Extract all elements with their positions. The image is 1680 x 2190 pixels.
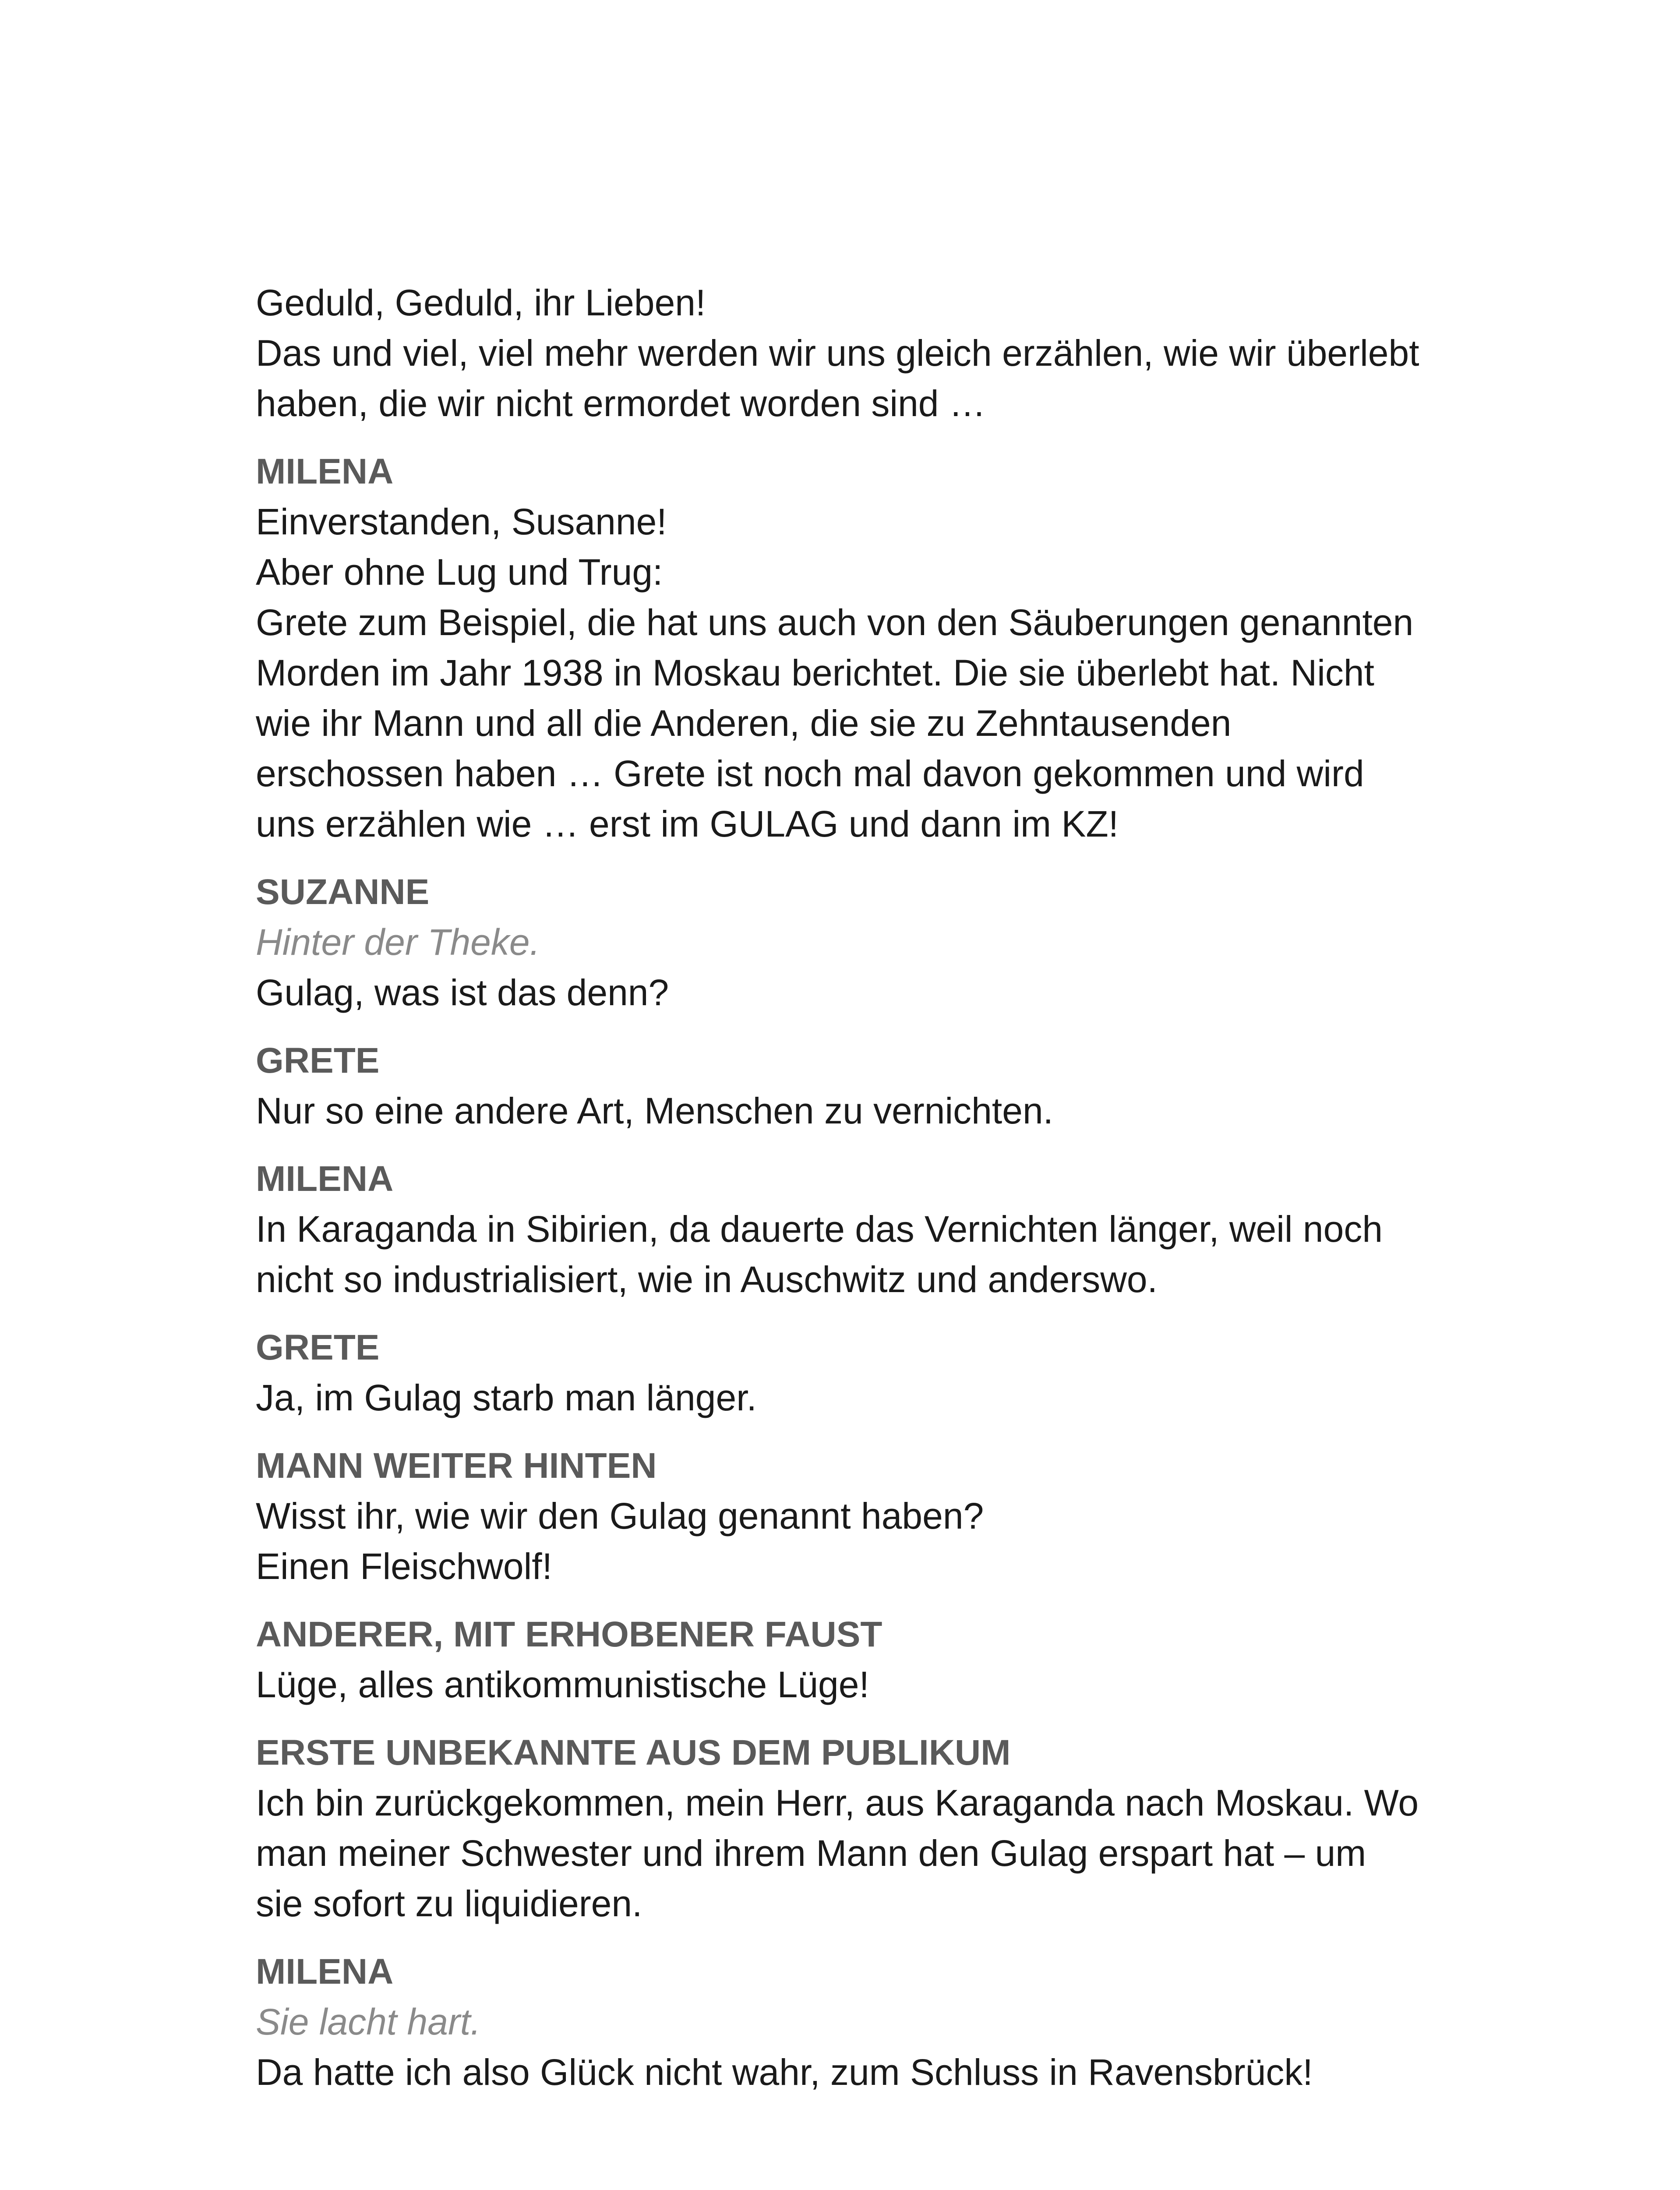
dialogue-block-grete-2 — [256, 1322, 1456, 1423]
dialogue-block-anderer — [256, 1609, 1456, 1710]
stage-direction: Sie lacht hart. — [256, 2001, 481, 2042]
text-line: sie sofort zu liquidieren. — [256, 1883, 642, 1924]
speaker-name: ERSTE UNBEKANNTE AUS DEM PUBLIKUM — [256, 1733, 1011, 1773]
text-line: Wisst ihr, wie wir den Gulag genannt haben? — [256, 1495, 984, 1537]
speaker-name: MILENA — [256, 452, 394, 491]
text-line: Einen Fleischwolf! — [256, 1546, 552, 1587]
dialogue-block-milena-2 — [256, 1154, 1456, 1305]
text-line: erschossen haben … Grete ist noch mal davon gekommen und wird — [256, 753, 1364, 794]
text-line: uns erzählen wie … erst im GULAG und dann im KZ! — [256, 803, 1119, 844]
text-line: Geduld, Geduld, ihr Lieben! — [256, 282, 706, 323]
text-line: haben, die wir nicht ermordet worden sind … — [256, 383, 986, 424]
dialogue-block-mann-weiter-hinten — [256, 1441, 1456, 1592]
text-line: Ja, im Gulag starb man länger. — [256, 1377, 757, 1418]
dialogue-block-grete-1 — [256, 1035, 1456, 1136]
text-line: Ich bin zurückgekommen, mein Herr, aus Karaganda nach Moskau. Wo — [256, 1782, 1419, 1823]
text-line: man meiner Schwester und ihrem Mann den Gulag erspart hat – um — [256, 1833, 1366, 1874]
text-line: Morden im Jahr 1938 in Moskau berichtet. Die sie überlebt hat. Nicht — [256, 652, 1374, 693]
text-line: Da hatte ich also Glück nicht wahr, zum Schluss in Ravensbrück! — [256, 2052, 1313, 2093]
dialogue-block-suzanne — [256, 867, 1456, 1018]
text-line: wie ihr Mann und all die Anderen, die sie zu Zehntausenden — [256, 703, 1232, 744]
dialogue-block-milena-1 — [256, 446, 1456, 849]
dialogue-block-erste-unbekannte — [256, 1727, 1456, 1929]
page-content — [256, 278, 1456, 2115]
speaker-name: GRETE — [256, 1041, 380, 1081]
speaker-name: MANN WEITER HINTEN — [256, 1446, 657, 1486]
text-line: Einverstanden, Susanne! — [256, 501, 667, 542]
stage-direction: Hinter der Theke. — [256, 922, 540, 963]
speaker-name: SUZANNE — [256, 872, 430, 912]
speaker-name: GRETE — [256, 1328, 380, 1367]
dialogue-block-milena-3 — [256, 1946, 1456, 2098]
text-line: Gulag, was ist das denn? — [256, 972, 669, 1013]
speaker-name: MILENA — [256, 1159, 394, 1199]
text-line: In Karaganda in Sibirien, da dauerte das Vernichten länger, weil noch — [256, 1208, 1383, 1250]
speaker-name: MILENA — [256, 1952, 394, 1992]
text-line: Lüge, alles antikommunistische Lüge! — [256, 1664, 869, 1705]
text-line: Grete zum Beispiel, die hat uns auch von den Säuberungen genannten — [256, 602, 1414, 643]
intro-text — [256, 278, 1456, 429]
text-line: Das und viel, viel mehr werden wir uns gleich erzählen, wie wir überlebt — [256, 332, 1419, 374]
text-line: Aber ohne Lug und Trug: — [256, 551, 663, 593]
speaker-name: ANDERER, MIT ERHOBENER FAUST — [256, 1614, 882, 1654]
text-line: nicht so industrialisiert, wie in Auschwitz und anderswo. — [256, 1259, 1158, 1300]
text-line: Nur so eine andere Art, Menschen zu vernichten. — [256, 1090, 1054, 1131]
